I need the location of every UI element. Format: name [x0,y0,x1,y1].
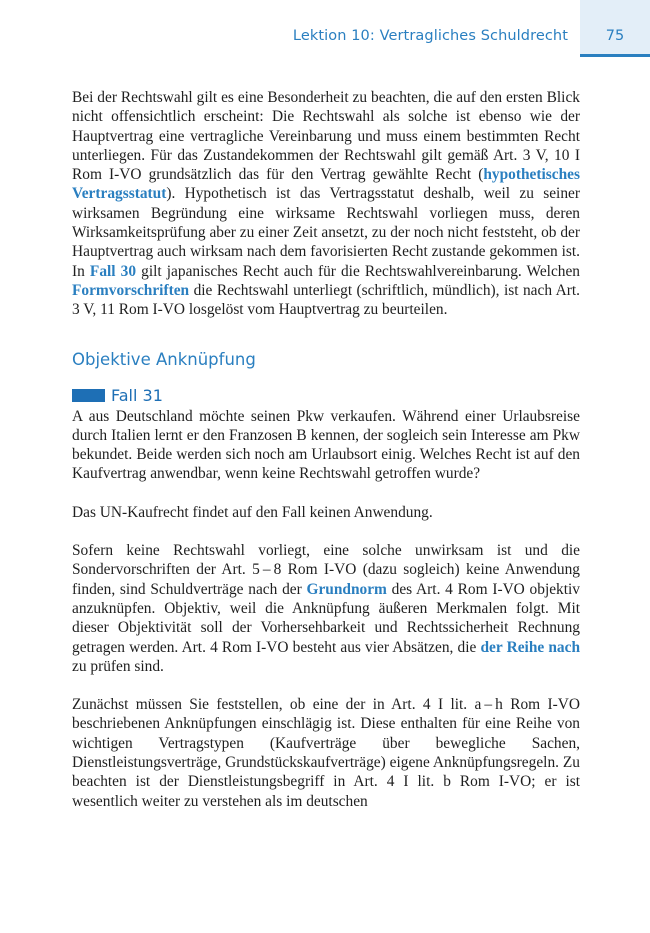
case-heading [72,385,580,407]
body-text [72,88,580,811]
text-run: ). Hypothetisch ist das Vertragsstatut deshalb, weil zu seiner wirksamen Begründung eine wirksame Rechtswahl vorliegen muss, deren Wirksamkeitsprüfung aber zu einer Zeit ansetzt, zu der noch nicht feststeht, ob der Hauptvertrag auch wirksam nach dem favorisierten Recht zustande gekommen ist. In [72,185,580,280]
paragraph-rechtswahl [72,88,580,320]
text-run: gilt japanisches Recht auch für die Rechtswahlvereinbarung. Welchen [136,262,581,280]
text-run: zu prüfen sind. [72,657,164,675]
keyword-der-reihe-nach: der Reihe nach [480,638,581,656]
section-heading: Objektive Anknüpfung [72,349,256,369]
page-number-box [580,0,650,54]
running-header [0,0,650,58]
text-run: die Rechtswahl unterliegt (schriftlich, mündlich), ist nach Art. 3 V, 11 Rom I-VO losgelöst vom Hauptvertrag zu beurteilen. [72,281,580,319]
page-number: 75 [605,28,625,44]
keyword-hypothetisches-vertragsstatut: hypothetisches Vertragsstatut [72,166,580,203]
paragraph-art-4: Zunächst müssen Sie feststellen, ob eine der in Art. 4 I lit. a – h Rom I-VO beschriebenen Anknüpfungen einschlägig ist. Diese enthalten für eine Reihe von wichtigen Vertragstypen (Kaufverträge über bewegliche Sachen, Dienstleistungsverträge, Grundstückskaufverträge) eigene Anknüpfungsregeln. Zu beachten ist der Dienstleistungsbegriff in Art. 4 I lit. b Rom I-VO; er ist wesentlich weiter zu verstehen als im deutschen [72,696,580,810]
paragraph-un-kaufrecht: Das UN-Kaufrecht findet auf den Fall keinen Anwendung. [72,503,433,521]
paragraph-objektive-anknuepfung [72,541,580,676]
keyword-fall-30: Fall 30 [89,262,137,280]
keyword-grundnorm: Grundnorm [306,580,387,598]
text-run: Sofern keine Rechtswahl vorliegt, eine solche unwirksam ist und die Sondervorschriften der Art. 5 – 8 Rom I-VO (dazu sogleich) keine Anwendung finden, sind Schuldverträge nach der [72,542,580,598]
running-head-title: Lektion 10: Vertragliches Schuldrecht [292,28,568,44]
text-run: des Art. 4 Rom I-VO objektiv anzuknüpfen. Objektiv, weil die Anknüpfung äußeren Merkmalen folgt. Mit dieser Objektivität soll der Vorhersehbarkeit und Rechtssicherheit Rechnung getragen werden. Art. 4 Rom I-VO besteht aus vier Absätzen, die [72,580,580,656]
text-run: Bei der Rechtswahl gilt es eine Besonderheit zu beachten, die auf den ersten Blick nicht offensichtlich erscheint: Die Rechtswahl als solche ist ebenso wie der Hauptvertrag eine vertragliche Vereinbarung und muss einem bestimmten Recht unterliegen. Für das Zustandekommen der Rechtswahl gilt gemäß Art. 3 V, 10 I Rom I-VO grundsätzlich das für den Vertrag gewählte Recht ( [72,89,580,184]
case-marker-bar [72,389,105,402]
keyword-formvorschriften: Formvorschriften [72,281,190,299]
case-label: Fall 31 [111,386,163,406]
case-text: A aus Deutschland möchte seinen Pkw verkaufen. Während einer Urlaubsreise durch Italien lernt er den Franzosen B kennen, der sogleich sein Interesse am Pkw bekundet. Beide werden sich noch am Urlaubsort einig. Welches Recht ist auf den Kaufvertrag anwendbar, wenn keine Rechtswahl getroffen wurde? [72,407,580,483]
page-number-underline [580,54,650,57]
